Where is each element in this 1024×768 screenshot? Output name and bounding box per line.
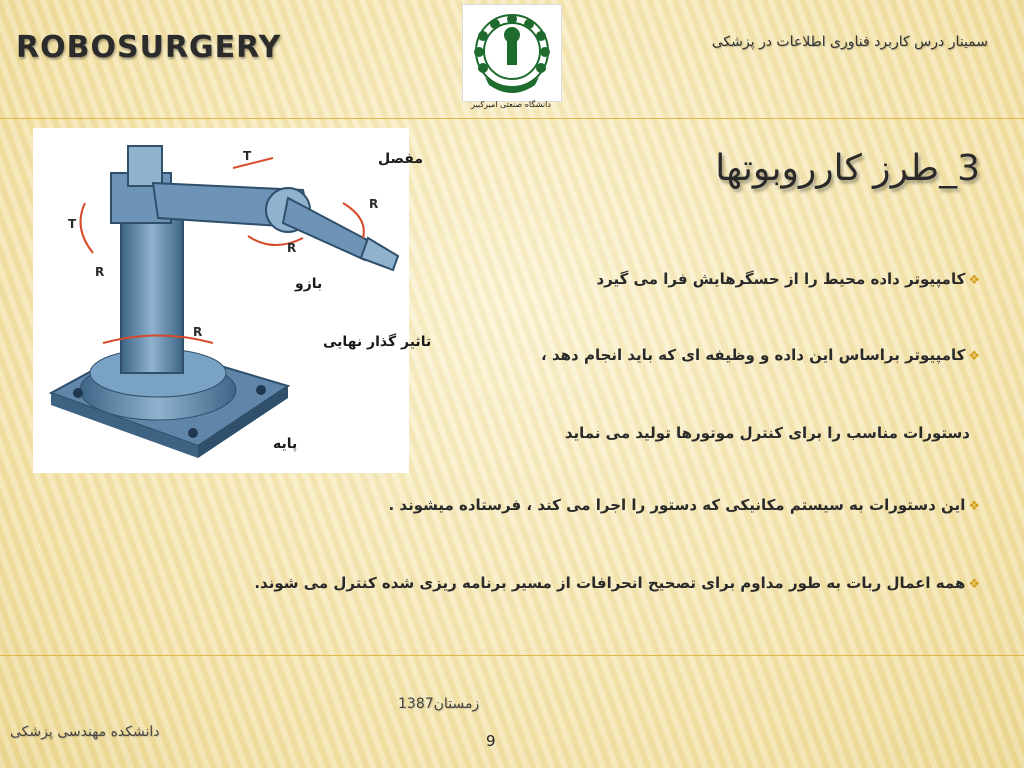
rotation-label: R (193, 325, 203, 339)
diamond-bullet-icon: ❖ (968, 273, 980, 288)
bullet-item (388, 496, 980, 514)
translation-label: T (68, 217, 77, 231)
page-number: 9 (486, 732, 496, 750)
bullet-text: همه اعمال ربات به طور مداوم برای تصحیح انحرافات از مسیر برنامه ریزی شده کنترل می شوند. (254, 574, 966, 592)
label-base: پایه (273, 436, 298, 452)
label-arm: بازو (295, 276, 323, 292)
header-divider (0, 118, 1024, 119)
bullet-item (596, 270, 980, 288)
rotation-label: R (287, 241, 297, 255)
robot-arm-diagram (33, 128, 432, 473)
label-end-effector: تاثیر گذار نهایی (323, 334, 432, 350)
section-heading: 3_طرز کارروبوتها (715, 148, 980, 189)
bullet-text: کامپیوتر داده محیط را از حسگرهایش فرا می گیرد (596, 270, 966, 288)
diamond-bullet-icon: ❖ (968, 499, 980, 514)
footer-divider (0, 655, 1024, 656)
diamond-bullet-icon: ❖ (968, 349, 980, 364)
bullet-text: کامپیوتر براساس این داده و وظیفه ای که باید انجام دهد ، (541, 346, 966, 364)
logo-caption: دانشگاه صنعتی امیرکبیر (471, 100, 551, 109)
bullet-text: دستورات مناسب را برای کنترل موتورها تولید می نماید (564, 424, 970, 442)
bullet-text: این دستورات به سیستم مکانیکی که دستور را اجرا می کند ، فرستاده میشوند . (388, 496, 966, 514)
university-emblem-icon (462, 4, 562, 102)
rotation-label: R (95, 265, 105, 279)
bullet-item (565, 424, 970, 442)
label-joint: مفصل (378, 151, 424, 167)
slide-title: ROBOSURGERY (16, 30, 282, 65)
diamond-bullet-icon: ❖ (968, 577, 980, 592)
rotation-label: R (369, 197, 379, 211)
bullet-item (254, 574, 980, 592)
footer-faculty: دانشکده مهندسی پزشکی (10, 724, 160, 740)
bullet-item (541, 346, 980, 364)
footer-date: زمستان1387 (398, 696, 480, 712)
robot-forearm (283, 198, 398, 270)
translation-label: T (243, 149, 252, 163)
seminar-title: سمینار درس کاربرد فناوری اطلاعات در پزشکی (711, 34, 988, 50)
